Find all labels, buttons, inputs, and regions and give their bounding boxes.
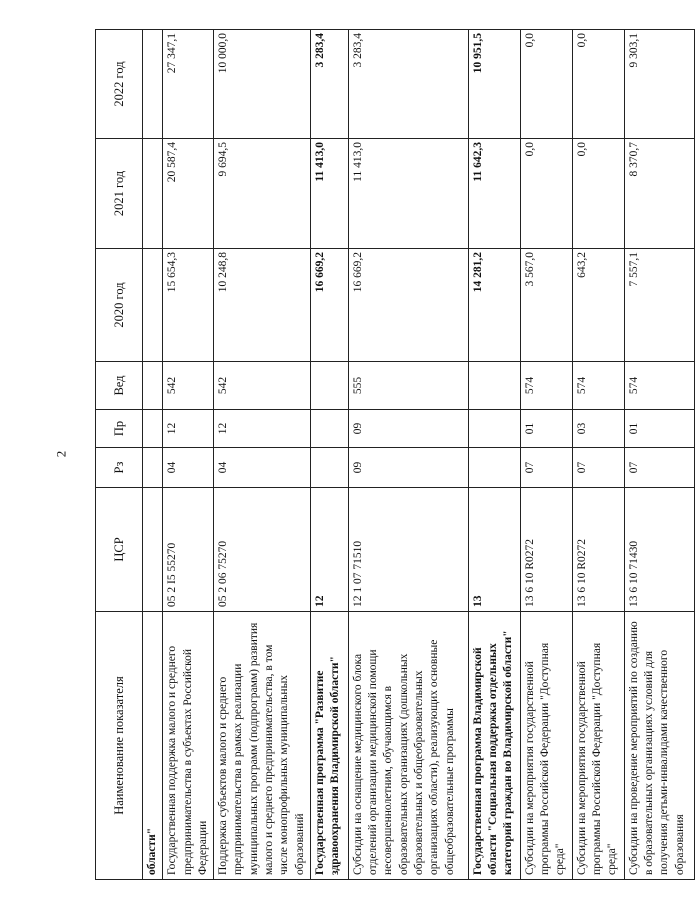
section-code: 07 [520, 448, 572, 488]
page-number: 2 [53, 450, 69, 458]
column-header: Пр [96, 410, 143, 448]
column-header: ЦСР [96, 488, 143, 612]
row-name: Субсидии на мероприятия государственной программы Российской Федерации "Доступная среда" [520, 612, 572, 880]
value-2022: 10 000,0 [214, 30, 311, 139]
header-row [96, 30, 143, 880]
table-row [163, 30, 214, 880]
section-code: 07 [624, 448, 694, 488]
csr-code: 05 2 I5 55270 [163, 488, 214, 612]
dept-code: 574 [572, 362, 624, 410]
subsection-code [310, 410, 348, 448]
dept-code [468, 362, 520, 410]
section-code [143, 448, 163, 488]
value-2020: 15 654,3 [163, 249, 214, 362]
value-2022 [143, 30, 163, 139]
row-name: Государственная программа Владимирской области "Социальная поддержка отдельных категорий граждан во Владимирской области" [468, 612, 520, 880]
subsection-code: 12 [163, 410, 214, 448]
budget-table [95, 29, 695, 880]
csr-code: 12 [310, 488, 348, 612]
subsection-code: 12 [214, 410, 311, 448]
value-2022: 3 283,4 [310, 30, 348, 139]
table-row [310, 30, 348, 880]
table-row [572, 30, 624, 880]
table-row [214, 30, 311, 880]
value-2021 [143, 139, 163, 249]
value-2020: 16 669,2 [348, 249, 468, 362]
row-name: области" [143, 612, 163, 880]
table-row [468, 30, 520, 880]
column-header: 2020 год [96, 249, 143, 362]
value-2022: 0,0 [572, 30, 624, 139]
value-2022: 27 347,1 [163, 30, 214, 139]
table-row [143, 30, 163, 880]
column-header: Наименование показателя [96, 612, 143, 880]
column-header: Вед [96, 362, 143, 410]
table-row [520, 30, 572, 880]
value-2021: 0,0 [572, 139, 624, 249]
dept-code: 542 [163, 362, 214, 410]
value-2021: 11 642,3 [468, 139, 520, 249]
csr-code: 13 6 10 R0272 [572, 488, 624, 612]
row-name: Поддержка субъектов малого и среднего предпринимательства в рамках реализации муниципальных программ (подпрограмм) развития малого и среднего предпринимательства, в том числе монопрофильных муниципальных образований [214, 612, 311, 880]
column-header: 2021 год [96, 139, 143, 249]
value-2020 [143, 249, 163, 362]
csr-code: 05 2 06 75270 [214, 488, 311, 612]
dept-code [310, 362, 348, 410]
value-2022: 3 283,4 [348, 30, 468, 139]
rotated-page [95, 30, 695, 880]
value-2021: 9 694,5 [214, 139, 311, 249]
row-name: Субсидии на мероприятия государственной программы Российской Федерации "Доступная среда" [572, 612, 624, 880]
section-code [468, 448, 520, 488]
subsection-code [143, 410, 163, 448]
value-2021: 11 413,0 [310, 139, 348, 249]
row-name: Государственная программа "Развитие здравоохранения Владимирской области" [310, 612, 348, 880]
table-row [624, 30, 694, 880]
section-code: 04 [163, 448, 214, 488]
column-header: Рз [96, 448, 143, 488]
section-code: 07 [572, 448, 624, 488]
value-2022: 0,0 [520, 30, 572, 139]
value-2021: 0,0 [520, 139, 572, 249]
subsection-code: 01 [624, 410, 694, 448]
dept-code: 574 [624, 362, 694, 410]
dept-code: 574 [520, 362, 572, 410]
column-header: 2022 год [96, 30, 143, 139]
value-2020: 7 557,1 [624, 249, 694, 362]
subsection-code: 01 [520, 410, 572, 448]
csr-code [143, 488, 163, 612]
dept-code [143, 362, 163, 410]
value-2020: 16 669,2 [310, 249, 348, 362]
value-2020: 643,2 [572, 249, 624, 362]
csr-code: 13 [468, 488, 520, 612]
value-2021: 20 587,4 [163, 139, 214, 249]
dept-code: 555 [348, 362, 468, 410]
value-2022: 9 303,1 [624, 30, 694, 139]
value-2020: 14 281,2 [468, 249, 520, 362]
value-2021: 11 413,0 [348, 139, 468, 249]
subsection-code: 09 [348, 410, 468, 448]
value-2020: 3 567,0 [520, 249, 572, 362]
value-2020: 10 248,8 [214, 249, 311, 362]
csr-code: 13 6 10 71430 [624, 488, 694, 612]
dept-code: 542 [214, 362, 311, 410]
section-code [310, 448, 348, 488]
row-name: Субсидии на проведение мероприятий по созданию в образовательных организациях условий для получения детьми-инвалидами качественного образования [624, 612, 694, 880]
subsection-code [468, 410, 520, 448]
row-name: Субсидии на оснащение медицинского блока отделений организации медицинской помощи несовершеннолетним, обучающимся в образовательных организациях (дошкольных образовательных и общеобразовательных организациях области), реализующих основные общеобразовательные программы [348, 612, 468, 880]
row-name: Государственная поддержка малого и среднего предпринимательства в субъектах Российской Федерации [163, 612, 214, 880]
section-code: 04 [214, 448, 311, 488]
csr-code: 12 1 07 71510 [348, 488, 468, 612]
value-2021: 8 370,7 [624, 139, 694, 249]
section-code: 09 [348, 448, 468, 488]
table-row [348, 30, 468, 880]
value-2022: 10 951,5 [468, 30, 520, 139]
csr-code: 13 6 10 R0272 [520, 488, 572, 612]
subsection-code: 03 [572, 410, 624, 448]
